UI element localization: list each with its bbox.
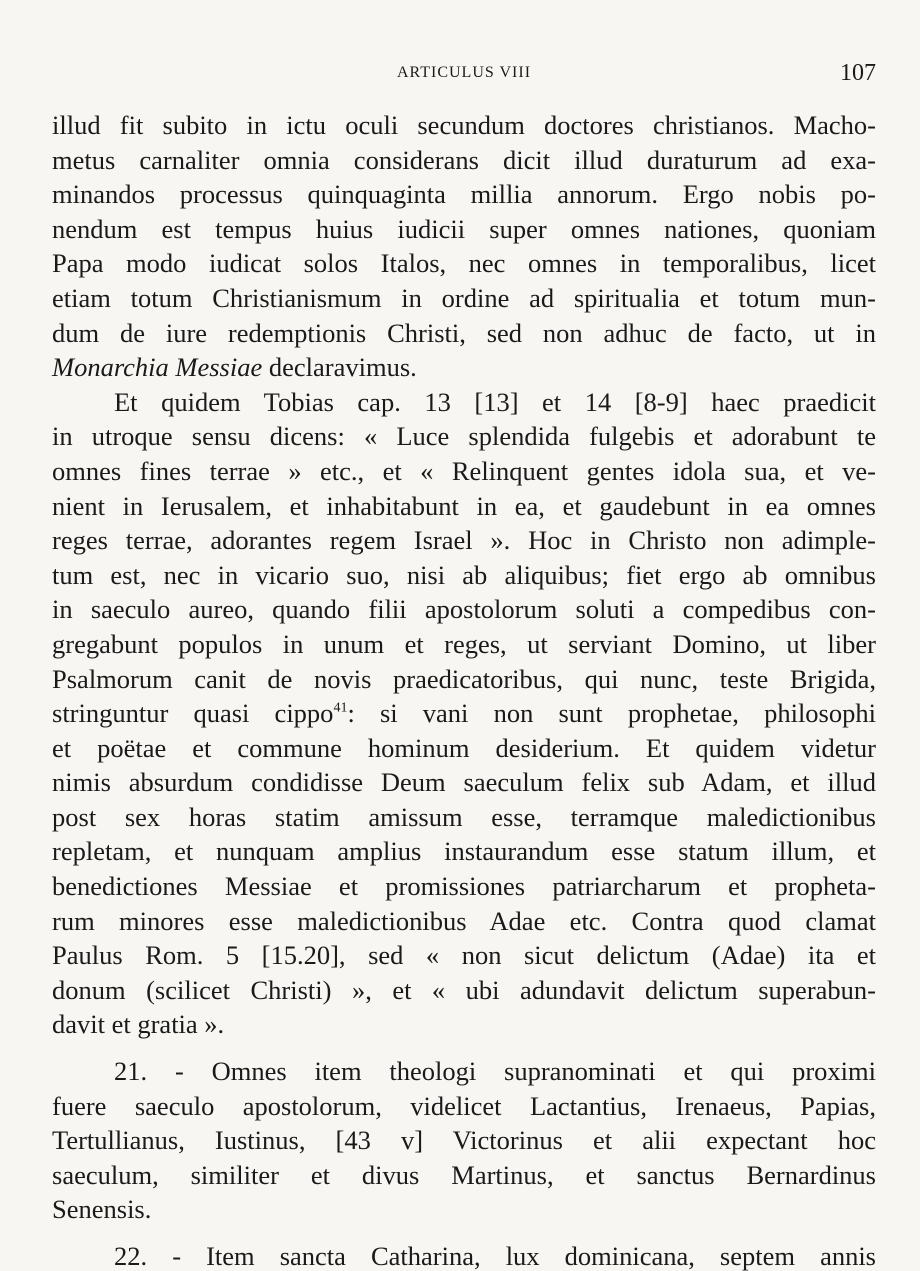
work-title: Monarchia Messiae (52, 352, 263, 383)
paragraph (52, 385, 876, 1042)
text-line: Paulus Rom. 5 [15.20], sed « non sicut delictum (Adae) ita et (52, 940, 876, 971)
text-line: in utroque sensu dicens: « Luce splendida fulgebis et adorabunt te (52, 421, 876, 452)
text-line: nimis absurdum condidisse Deum saeculum felix sub Adam, et illud (52, 767, 876, 798)
text-line: Papa modo iudicat solos Italos, nec omnes in temporalibus, licet (52, 248, 876, 279)
text-span: : si vani non sunt prophetae, philosophi (347, 698, 876, 729)
running-title: ARTICULUS VIII (396, 64, 532, 81)
text-span: stringuntur quasi cippo (52, 698, 334, 729)
text-line: metus carnaliter omnia considerans dicit illud duraturum ad exa- (52, 144, 876, 175)
text-line (52, 350, 876, 385)
text-line: saeculum, similiter et divus Martinus, et sanctus Bernardinus (52, 1159, 876, 1190)
text-line: dum de iure redemptionis Christi, sed non adhuc de facto, ut in (52, 317, 876, 348)
page-number: 107 (840, 60, 876, 86)
paragraph (52, 108, 876, 385)
text-line: in saeculo aureo, quando filii apostolorum soluti a compedibus con- (52, 594, 876, 625)
text-line: nendum est tempus huius iudicii super omnes nationes, quoniam (52, 213, 876, 244)
text-line (52, 696, 876, 731)
footnote-marker: 41 (333, 700, 348, 716)
text-line: Psalmorum canit de novis praedicatoribus, qui nunc, teste Brigida, (52, 663, 876, 694)
text-line: tum est, nec in vicario suo, nisi ab aliquibus; fiet ergo ab omnibus (52, 559, 876, 590)
running-head (52, 60, 876, 90)
body-text (52, 108, 876, 1271)
text-line: davit et gratia ». (52, 1009, 225, 1040)
text-line: repletam, et nunquam amplius instaurandum esse statum illum, et (52, 836, 876, 867)
paragraph (52, 1239, 876, 1271)
section-gap (52, 1042, 876, 1054)
text-line: minandos processus quinquaginta millia annorum. Ergo nobis po- (52, 179, 876, 210)
text-line: omnes fines terrae » etc., et « Relinquent gentes idola sua, et ve- (52, 455, 876, 486)
paragraph (52, 1054, 876, 1227)
text-line: nient in Ierusalem, et inhabitabunt in ea, et gaudebunt in ea omnes (52, 490, 876, 521)
text-line: Senensis. (52, 1194, 152, 1225)
section-gap (52, 1227, 876, 1239)
text-line: gregabunt populos in unum et reges, ut serviant Domino, ut liber (52, 628, 876, 659)
text-line: Et quidem Tobias cap. 13 [13] et 14 [8-9] haec praedicit (114, 386, 876, 417)
text-line: et poëtae et commune hominum desiderium. Et quidem videtur (52, 732, 876, 763)
text-line: post sex horas statim amissum esse, terramque maledictionibus (52, 801, 876, 832)
text-line: illud fit subito in ictu oculi secundum doctores christianos. Macho- (52, 110, 876, 140)
text-line: rum minores esse maledictionibus Adae etc. Contra quod clamat (52, 905, 876, 936)
text-line: reges terrae, adorantes regem Israel ». Hoc in Christo non adimple- (52, 525, 876, 556)
text-line: 22. - Item sancta Catharina, lux dominicana, septem annis (114, 1241, 876, 1271)
text-span: declaravimus. (262, 352, 417, 383)
text-line: donum (scilicet Christi) », et « ubi adundavit delictum superabun- (52, 974, 876, 1005)
text-line: benedictiones Messiae et promissiones patriarcharum et propheta- (52, 871, 876, 902)
text-line: etiam totum Christianismum in ordine ad spiritualia et totum mun- (52, 282, 876, 313)
text-line: 21. - Omnes item theologi supranominati et qui proximi (114, 1056, 876, 1087)
text-line: fuere saeculo apostolorum, videlicet Lactantius, Irenaeus, Papias, (52, 1090, 876, 1121)
text-line: Tertullianus, Iustinus, [43 v] Victorinus et alii expectant hoc (52, 1125, 876, 1156)
